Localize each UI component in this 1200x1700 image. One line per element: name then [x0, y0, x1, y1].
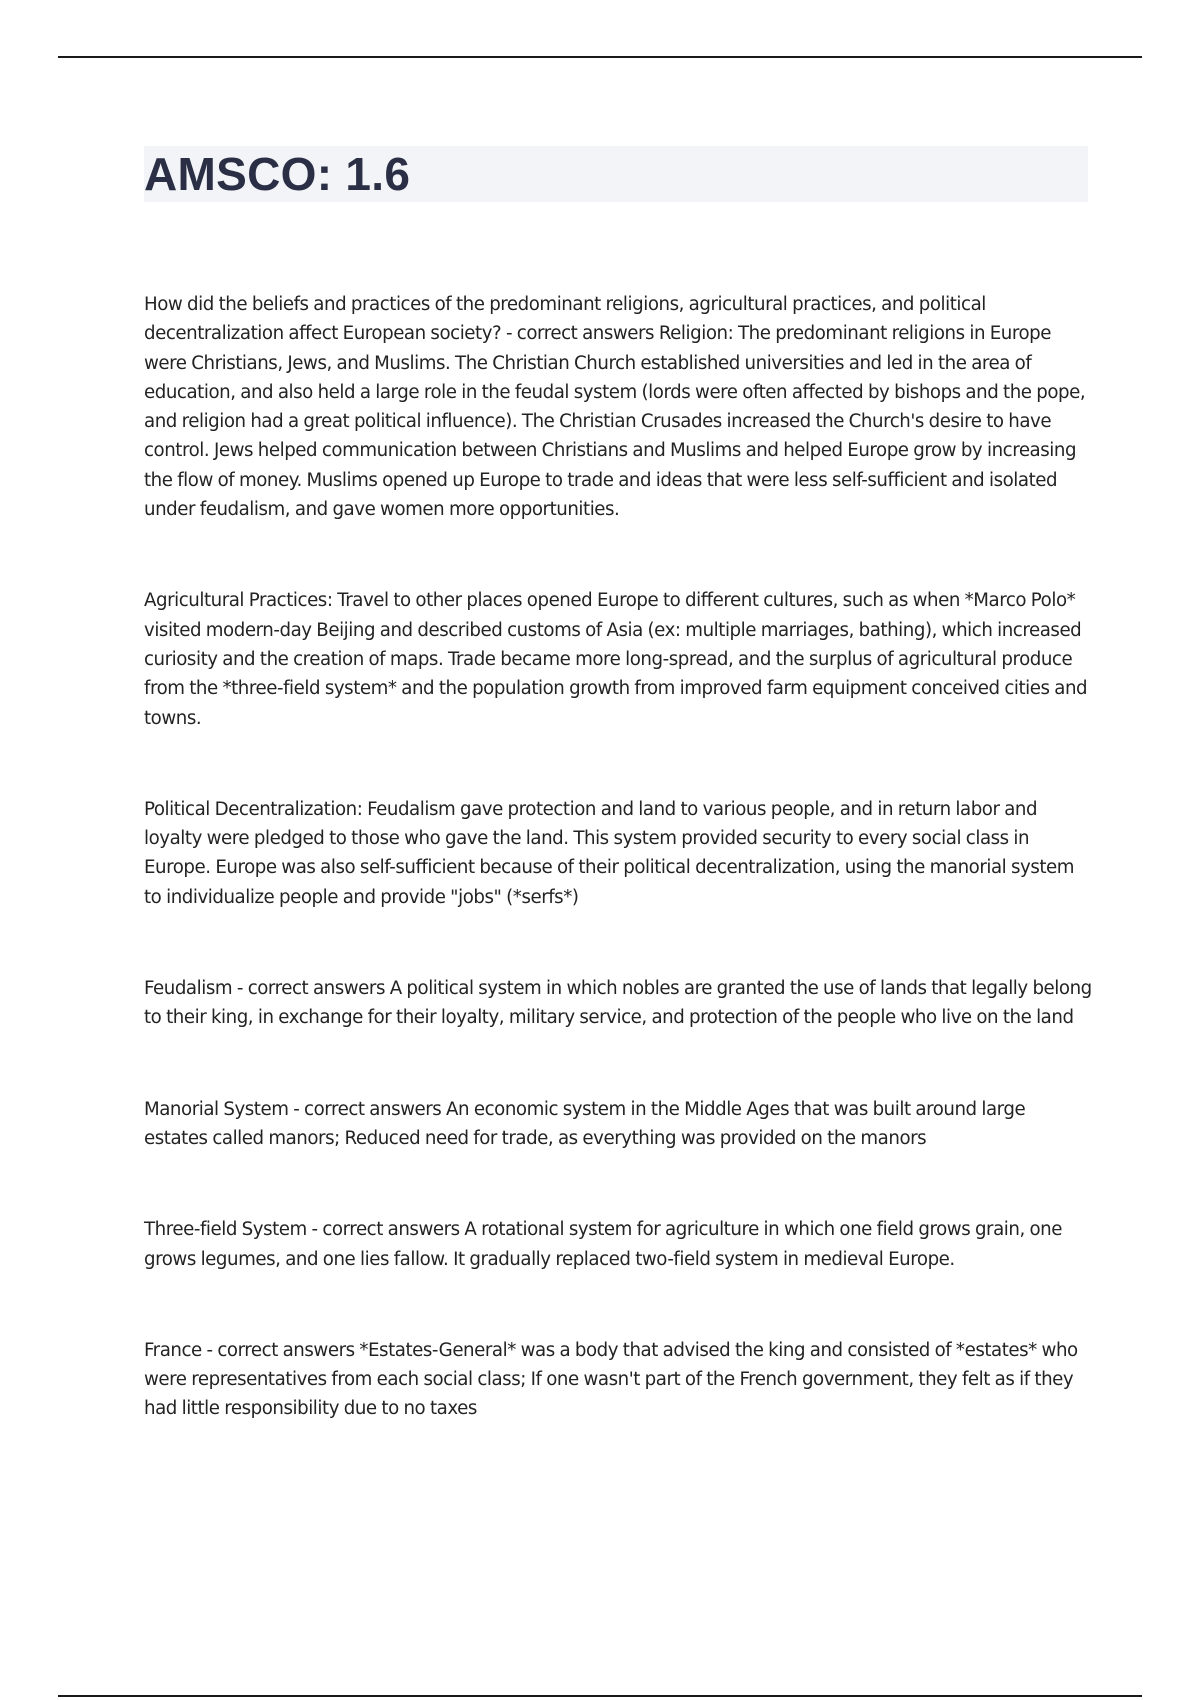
bottom-divider	[58, 1695, 1142, 1697]
paragraph-agricultural-practices: Agricultural Practices: Travel to other places opened Europe to different cultures, such as when *Marco Polo* visited modern-day Beijing and described customs of Asia (ex: multiple marriages, bathing), which increased curiosity and the creation of maps. Trade became more long-spread, and the surplus of agricultural produce from the *three-field system* and the population growth from improved farm equipment conceived cities and towns.	[144, 590, 1088, 729]
paragraph-three-field-system: Three-field System - correct answers A rotational system for agriculture in which one field grows grain, one grows legumes, and one lies fallow. It gradually replaced two-field system in medieval Europe.	[144, 1219, 1063, 1270]
document-title: AMSCO: 1.6	[144, 148, 411, 200]
document-body	[144, 290, 1092, 1424]
paragraph-feudalism: Feudalism - correct answers A political system in which nobles are granted the use of lands that legally belong to their king, in exchange for their loyalty, military service, and protection of the people who live on the land	[144, 978, 1092, 1029]
paragraph-france: France - correct answers *Estates-General* was a body that advised the king and consisted of *estates* who were representatives from each social class; If one wasn't part of the French government, they felt as if they had little responsibility due to no taxes	[144, 1339, 1078, 1420]
paragraph-political-decentralization: Political Decentralization: Feudalism gave protection and land to various people, and in return labor and loyalty were pledged to those who gave the land. This system provided security to every social class in Europe. Europe was also self-sufficient because of their political decentralization, using the manorial system to individualize people and provide "jobs" (*serfs*)	[144, 798, 1075, 908]
top-divider	[58, 56, 1142, 58]
paragraph-manorial-system: Manorial System - correct answers An economic system in the Middle Ages that was built around large estates called manors; Reduced need for trade, as everything was provided on the manors	[144, 1098, 1026, 1149]
paragraph-overview: How did the beliefs and practices of the predominant religions, agricultural practices, and political decentralization affect European society? - correct answers Religion: The predominant religions in Europe were Christians, Jews, and Muslims. The Christian Church established universities and led in the area of education, and also held a large role in the feudal system (lords were often affected by bishops and the pope, and religion had a great political influence). The Christian Crusades increased the Church's desire to have control. Jews helped communication between Christians and Muslims and helped Europe grow by increasing the flow of money. Muslims opened up Europe to trade and ideas that were less self-sufficient and isolated under feudalism, and gave women more opportunities.	[144, 294, 1086, 521]
